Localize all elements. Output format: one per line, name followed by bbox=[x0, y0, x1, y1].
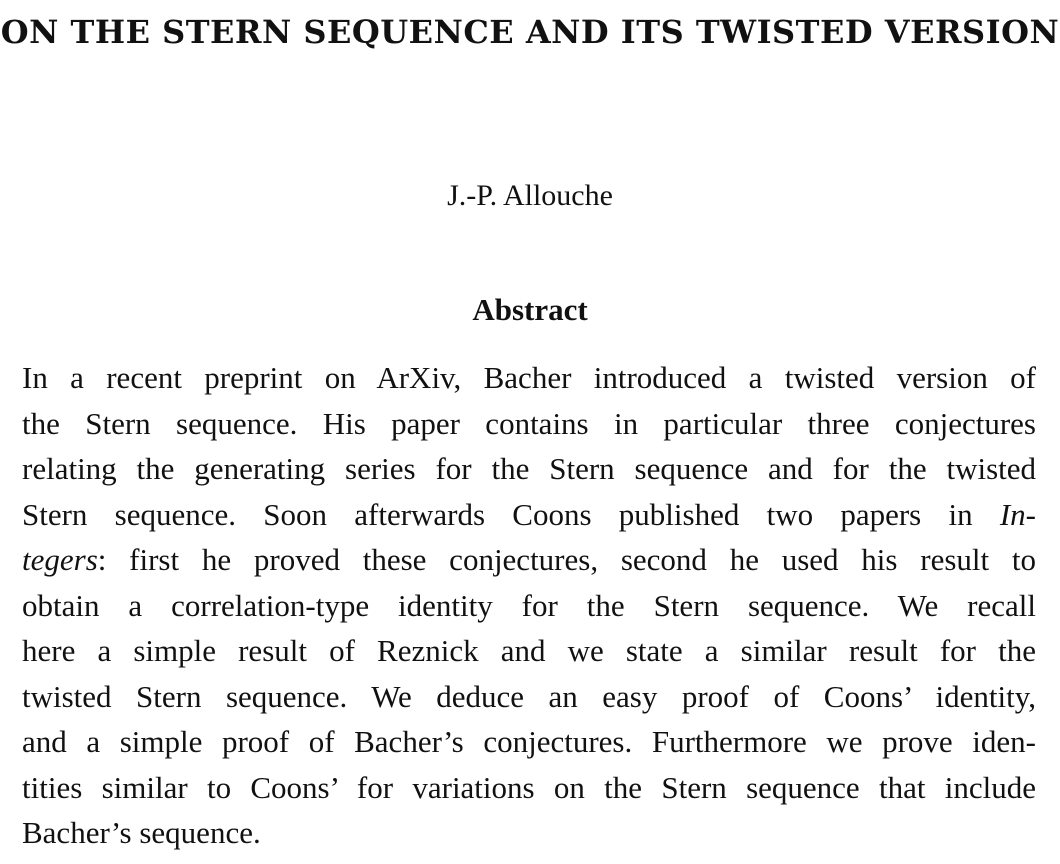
abstract-line bbox=[22, 401, 1036, 447]
abstract-line-text: the Stern sequence. His paper contains in particular three conjectures bbox=[22, 405, 1036, 441]
journal-name-italic: In- bbox=[999, 496, 1036, 532]
abstract-line-text: and a simple proof of Bacher’s conjectures. Furthermore we prove iden- bbox=[22, 724, 1036, 759]
abstract-line bbox=[22, 492, 1036, 538]
abstract-line bbox=[22, 583, 1036, 629]
abstract-line bbox=[22, 355, 1036, 401]
abstract-line bbox=[22, 810, 1036, 856]
abstract-line-text: relating the generating series for the Stern sequence and for the twisted bbox=[22, 451, 1036, 486]
abstract-line bbox=[22, 765, 1036, 811]
abstract-line bbox=[22, 674, 1036, 720]
journal-name-italic: tegers bbox=[22, 542, 98, 577]
abstract-line bbox=[22, 628, 1036, 674]
abstract-heading: Abstract bbox=[472, 292, 588, 327]
abstract-line-text: obtain a correlation-type identity for the Stern sequence. We recall bbox=[22, 587, 1036, 623]
abstract-line-text: tities similar to Coons’ for variations on the Stern sequence that include bbox=[22, 769, 1036, 805]
abstract-line-text: twisted Stern sequence. We deduce an easy proof of Coons’ identity, bbox=[22, 678, 1036, 714]
abstract-line bbox=[22, 719, 1036, 765]
abstract-line-text: here a simple result of Reznick and we state a similar result for the bbox=[22, 633, 1036, 668]
abstract-line-text: : first he proved these conjectures, second he used his result to bbox=[97, 542, 1036, 577]
paper-title: ON THE STERN SEQUENCE AND ITS TWISTED VERSION bbox=[0, 13, 1060, 51]
abstract-line bbox=[22, 537, 1036, 583]
abstract-line-text: Stern sequence. Soon afterwards Coons published two papers in bbox=[22, 496, 1000, 532]
author-name: J.-P. Allouche bbox=[447, 179, 613, 212]
abstract-line-text: Bacher’s sequence. bbox=[22, 815, 261, 850]
abstract-line-text: In a recent preprint on ArXiv, Bacher introduced a twisted version of bbox=[22, 360, 1036, 395]
abstract-line bbox=[22, 446, 1036, 492]
